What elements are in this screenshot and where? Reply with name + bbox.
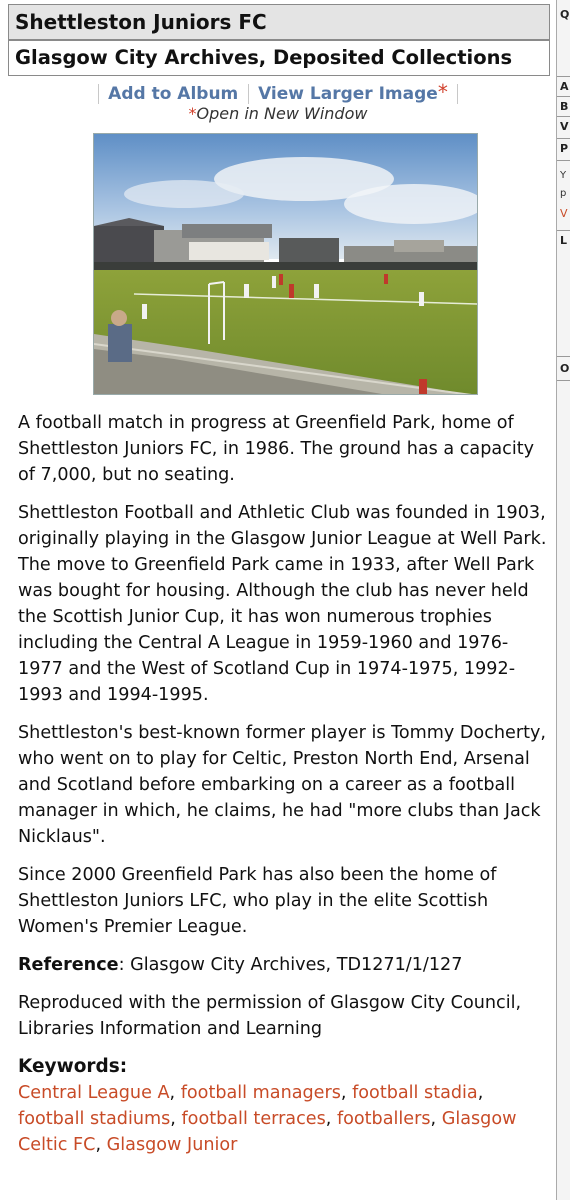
keyword-link[interactable]: footballers: [336, 1109, 431, 1129]
divider: [98, 84, 99, 104]
keyword-link[interactable]: Glasgow Celtic FC: [18, 1109, 517, 1155]
reference-line: [18, 952, 548, 978]
keyword-link[interactable]: football stadiums: [18, 1109, 171, 1129]
sidebar-item[interactable]: V: [560, 120, 569, 133]
collection-title: Glasgow City Archives, Deposited Collections: [15, 46, 513, 69]
right-sidebar: [556, 0, 570, 1200]
divider: [557, 138, 570, 139]
divider: [557, 356, 570, 357]
open-new-window-note: [0, 104, 556, 123]
sidebar-item[interactable]: P: [560, 142, 569, 155]
keyword-link[interactable]: Glasgow Junior: [106, 1135, 238, 1155]
view-larger-image-link[interactable]: View Larger Image: [258, 84, 438, 104]
divider: [557, 160, 570, 161]
reference-value: : Glasgow City Archives, TD1271/1/127: [118, 955, 463, 975]
sidebar-item[interactable]: Q: [560, 8, 570, 21]
reference-label: Reference: [18, 955, 119, 975]
paragraph-caption: A football match in progress at Greenfield Park, home of Shettleston Juniors FC, in 1986. The ground has a capacity of 7,000, but no seating.: [18, 413, 535, 485]
divider: [557, 230, 570, 231]
paragraph-lfc: Since 2000 Greenfield Park has also been the home of Shettleston Juniors LFC, who play in the elite Scottish Women's Premier League.: [18, 865, 497, 937]
asterisk-mark: *: [188, 104, 197, 123]
keywords-list: Central League A, football managers, football stadia, football stadiums, football terraces, footballers, Glasgow Celtic FC, Glasgow Junior: [18, 1083, 517, 1155]
match-photo[interactable]: [93, 133, 478, 395]
sidebar-item[interactable]: A: [560, 80, 569, 93]
page-title: Shettleston Juniors FC: [15, 10, 267, 34]
divider: [457, 84, 458, 104]
paragraph-history: Shettleston Football and Athletic Club was founded in 1903, originally playing in the Glasgow Junior League at Well Park. The move to Greenfield Park came in 1933, after Well Park was bought for housing. Although the club has never held the Scottish Junior Cup, it has won numerous trophies including the Central A League in 1959-1960 and 1976-1977 and the West of Scotland Cup in 1974-1975, 1992-1993 and 1994-1995.: [18, 503, 547, 705]
article-body: [18, 410, 548, 1158]
permission-note: Reproduced with the permission of Glasgow City Council, Libraries Information and Learning: [18, 993, 522, 1039]
keyword-link[interactable]: Central League A: [18, 1083, 170, 1103]
sidebar-text: p: [560, 188, 567, 199]
paragraph-docherty: Shettleston's best-known former player is Tommy Docherty, who went on to play for Celtic, Preston North End, Arsenal and Scotland before embarking on a career as a football manager in which, he claims, he had "more clubs than Jack Nicklaus".: [18, 723, 546, 847]
image-actions: [0, 80, 556, 104]
keyword-link[interactable]: football terraces: [181, 1109, 326, 1129]
sidebar-item[interactable]: O: [560, 362, 570, 375]
add-to-album-link[interactable]: Add to Album: [108, 84, 239, 104]
photo-illustration: [94, 134, 478, 395]
subtitle-bar: [8, 40, 550, 76]
sidebar-text: Y: [560, 170, 567, 181]
sidebar-link[interactable]: V: [560, 207, 568, 220]
title-bar: [8, 4, 550, 40]
keyword-link[interactable]: football managers: [180, 1083, 341, 1103]
keywords-heading: Keywords:: [18, 1056, 128, 1077]
divider: [248, 84, 249, 104]
sidebar-item[interactable]: B: [560, 100, 569, 113]
divider: [557, 96, 570, 97]
asterisk-mark: *: [437, 80, 448, 104]
divider: [557, 380, 570, 381]
keyword-link[interactable]: football stadia: [352, 1083, 478, 1103]
open-new-window-label: Open in New Window: [196, 104, 368, 123]
divider: [557, 76, 570, 77]
sidebar-item[interactable]: L: [560, 234, 568, 247]
divider: [557, 116, 570, 117]
